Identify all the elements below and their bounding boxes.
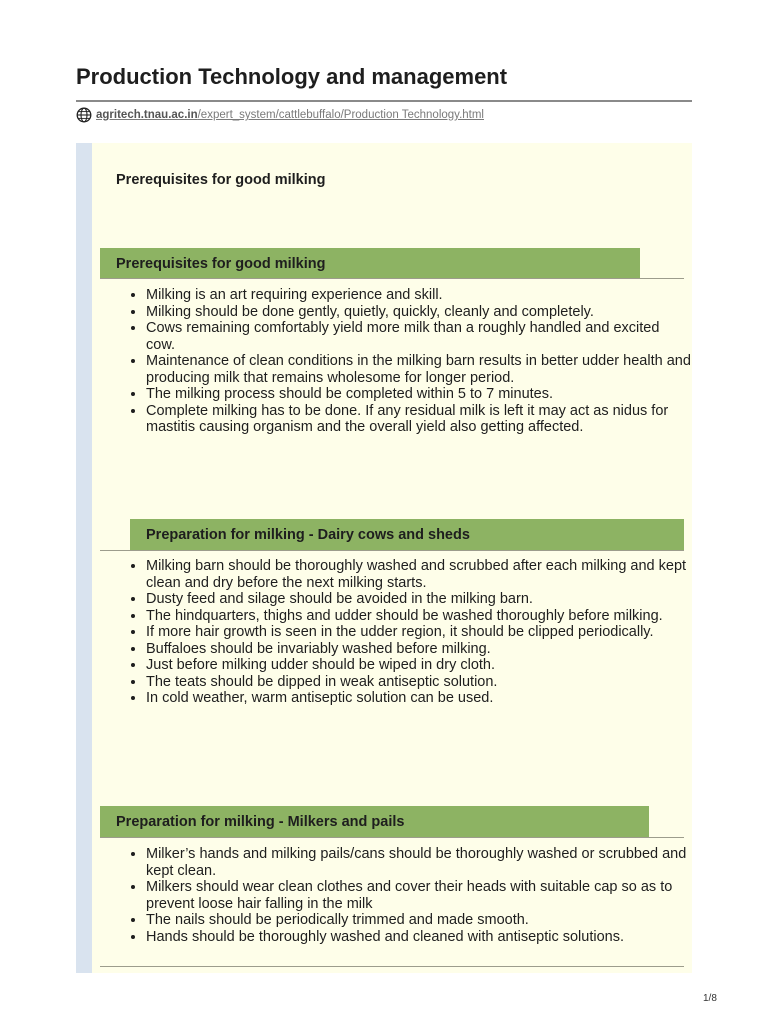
- list-item: • Milker’s hands and milking pails/cans should be thoroughly washed or scrubbed and kept clean.: [146, 846, 691, 879]
- page-title: Production Technology and management: [76, 64, 508, 89]
- source-url: [76, 106, 484, 124]
- milkers-pails-list: [130, 846, 691, 945]
- dairy-cows-sheds-list: [130, 558, 691, 707]
- list-item: • Hands should be thoroughly washed and cleaned with antiseptic solutions.: [146, 929, 691, 946]
- list-item: • Maintenance of clean conditions in the milking barn results in better udder health and producing milk that remains wholesome for longer period.: [146, 353, 691, 386]
- source-link[interactable]: [96, 109, 484, 121]
- title-divider: [76, 100, 692, 102]
- list-item: • Buffaloes should be invariably washed before milking.: [146, 641, 691, 658]
- section-divider: [100, 966, 684, 967]
- section-divider: [100, 550, 684, 551]
- section-heading-dairy-cows-sheds: Preparation for milking - Dairy cows and sheds: [130, 519, 684, 550]
- list-item: • Milking should be done gently, quietly, quickly, cleanly and completely.: [146, 304, 691, 321]
- source-path: /expert_system/cattlebuffalo/Production Technology.html: [197, 109, 484, 121]
- section-heading-milkers-pails: Preparation for milking - Milkers and pails: [100, 806, 649, 837]
- section-divider: [100, 278, 684, 279]
- prerequisites-list: [130, 287, 691, 436]
- section-divider: [100, 837, 684, 838]
- list-item: • Milking barn should be thoroughly washed and scrubbed after each milking and kept clean and dry before the next milking starts.: [146, 558, 691, 591]
- list-item: • The teats should be dipped in weak antiseptic solution.: [146, 674, 691, 691]
- section-heading-prerequisites: Prerequisites for good milking: [100, 248, 640, 279]
- list-item: • Complete milking has to be done. If any residual milk is left it may act as nidus for mastitis causing organism and the overall yield also getting affected.: [146, 403, 691, 436]
- list-item: • In cold weather, warm antiseptic solution can be used.: [146, 690, 691, 707]
- page-number: 1/8: [703, 993, 717, 1004]
- list-item: • The hindquarters, thighs and udder should be washed thoroughly before milking.: [146, 608, 691, 625]
- list-item: • Dusty feed and silage should be avoided in the milking barn.: [146, 591, 691, 608]
- list-item: • Cows remaining comfortably yield more milk than a roughly handled and excited cow.: [146, 320, 691, 353]
- panel-left-bar: [76, 143, 92, 973]
- globe-icon: [76, 107, 92, 123]
- list-item: • Just before milking udder should be wiped in dry cloth.: [146, 657, 691, 674]
- list-item: • If more hair growth is seen in the udder region, it should be clipped periodically.: [146, 624, 691, 641]
- list-item: • The nails should be periodically trimmed and made smooth.: [146, 912, 691, 929]
- source-domain: agritech.tnau.ac.in: [96, 109, 198, 121]
- list-item: • Milking is an art requiring experience and skill.: [146, 287, 691, 304]
- list-item: • The milking process should be completed within 5 to 7 minutes.: [146, 386, 691, 403]
- list-item: • Milkers should wear clean clothes and cover their heads with suitable cap so as to prevent loose hair falling in the milk: [146, 879, 691, 912]
- intro-heading: Prerequisites for good milking: [116, 172, 326, 188]
